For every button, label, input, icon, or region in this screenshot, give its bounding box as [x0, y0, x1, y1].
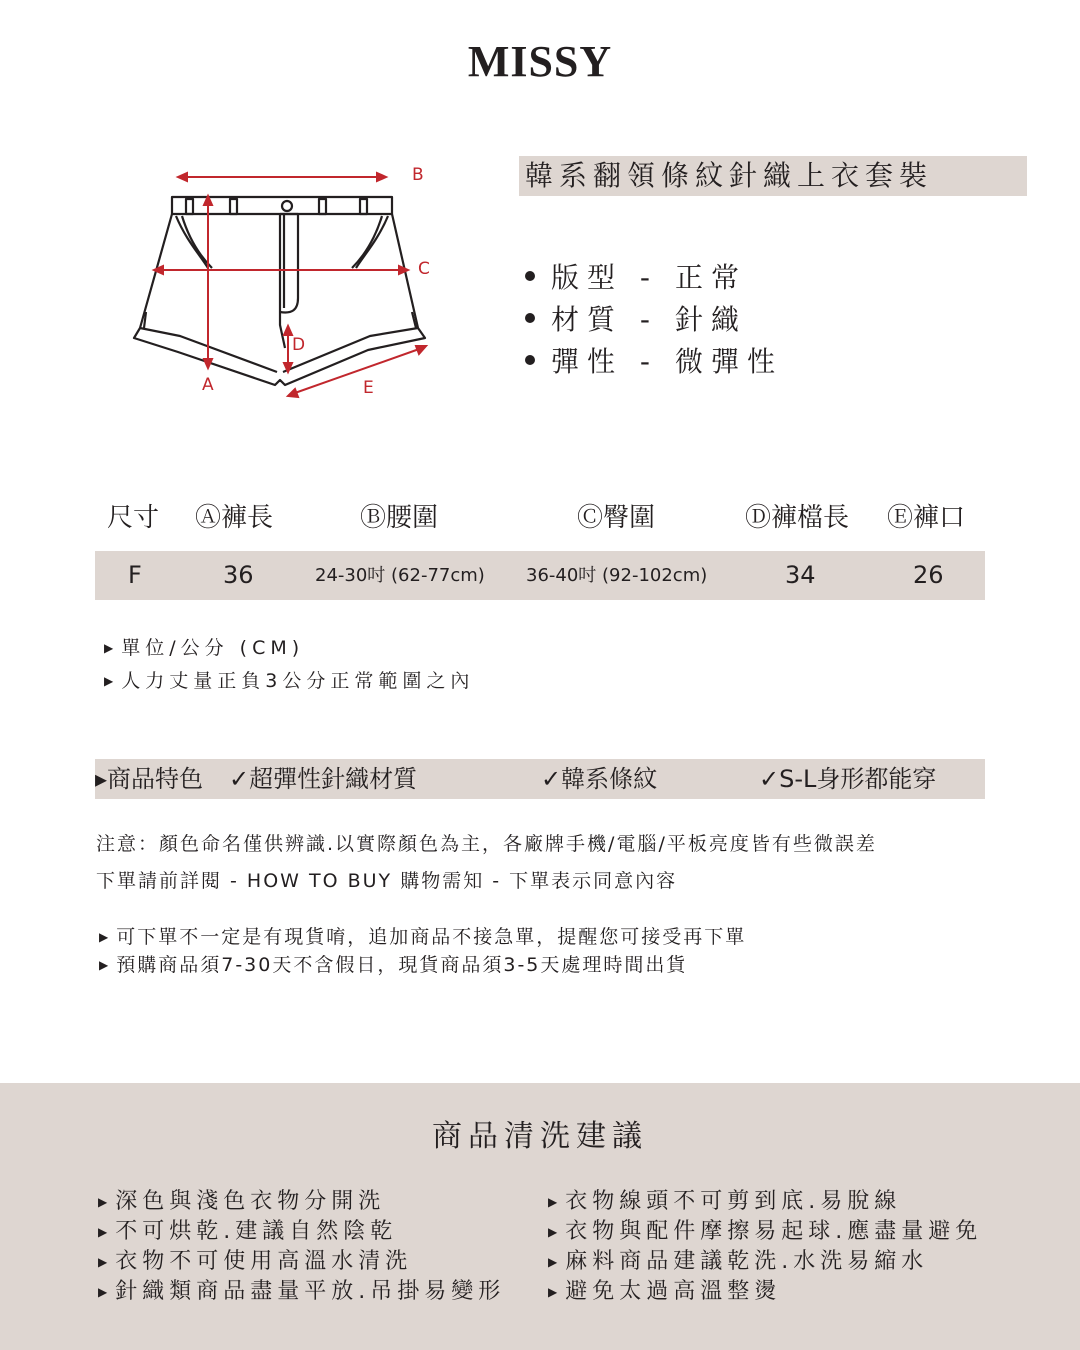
- bullet-dot-icon: [525, 355, 535, 365]
- care-item: ▶ 衣物不可使用高溫水清洗: [98, 1249, 413, 1274]
- cell-size: F: [128, 561, 142, 589]
- cell-rise: 34: [785, 561, 816, 589]
- care-item: ▶ 避免太過高溫整燙: [548, 1279, 782, 1304]
- care-title: 商品清洗建議: [432, 1119, 648, 1154]
- cell-leg-opening: 26: [913, 561, 944, 589]
- triangle-bullet-icon: ▶: [548, 1195, 558, 1209]
- header-hip: Ⓒ臀圍: [577, 503, 656, 533]
- triangle-bullet-icon: ▶: [98, 1285, 108, 1299]
- spec-item-material: 材質 - 針織: [525, 299, 783, 341]
- measurement-notes: [104, 632, 474, 698]
- header-length: Ⓐ褲長: [195, 503, 274, 533]
- care-item: ▶ 針織類商品盡量平放.吊掛易變形: [98, 1279, 506, 1304]
- cell-hip: 36-40吋 (92-102cm): [526, 565, 708, 586]
- care-item: ▶ 麻料商品建議乾洗.水洗易縮水: [548, 1249, 929, 1274]
- triangle-bullet-icon: ▶: [98, 1225, 108, 1239]
- triangle-bullet-icon: ▶: [548, 1255, 558, 1269]
- label-e: E: [363, 378, 374, 398]
- order-note-2: ▶ 預購商品須7-30天不含假日，現貨商品須3-5天處理時間出貨: [99, 954, 688, 976]
- triangle-bullet-icon: ▶: [99, 930, 109, 944]
- note-tolerance: ▶ 人力丈量正負3公分正常範圍之內: [104, 670, 475, 692]
- triangle-bullet-icon: ▶: [98, 1255, 108, 1269]
- care-list-left: [98, 1187, 505, 1307]
- bullet-dot-icon: [525, 271, 535, 281]
- spec-item-elasticity: 彈性 - 微彈性: [525, 341, 783, 383]
- label-a: A: [202, 375, 214, 395]
- header-rise: Ⓓ褲檔長: [745, 503, 850, 533]
- size-table-row: [95, 551, 985, 600]
- triangle-bullet-icon: ▶: [99, 958, 109, 972]
- feature-label: ▸商品特色: [95, 765, 204, 793]
- attention-line-2: 下單請前詳閱 - HOW TO BUY 購物需知 - 下單表示同意內容: [96, 870, 678, 892]
- care-item: ▶ 深色與淺色衣物分開洗: [98, 1189, 386, 1214]
- cell-length: 36: [223, 561, 254, 589]
- color-notice: [96, 826, 877, 900]
- spec-item-fit: 版型 - 正常: [525, 257, 783, 299]
- triangle-bullet-icon: ▶: [104, 641, 114, 655]
- product-title: 韓系翻領條紋針織上衣套裝: [519, 156, 1027, 196]
- header-waist: Ⓑ腰圍: [360, 503, 439, 533]
- care-item: ▶ 不可烘乾.建議自然陰乾: [98, 1219, 398, 1244]
- triangle-bullet-icon: ▶: [104, 674, 114, 688]
- feature-bar: [95, 759, 985, 799]
- size-table-header: [0, 497, 1080, 537]
- label-d: D: [292, 335, 306, 355]
- header-size: 尺寸: [107, 503, 160, 533]
- spec-list: [525, 257, 783, 383]
- cell-waist: 24-30吋 (62-77cm): [315, 565, 485, 586]
- order-note-1: ▶ 可下單不一定是有現貨唷，追加商品不接急單，提醒您可接受再下單: [99, 926, 747, 948]
- note-unit: ▶ 單位/公分 (CM): [104, 637, 305, 659]
- care-section: [0, 1083, 1080, 1350]
- feature-item-3: ✓S-L身形都能穿: [759, 765, 937, 793]
- care-item: ▶ 衣物與配件摩擦易起球.應盡量避免: [548, 1219, 983, 1244]
- label-c: C: [418, 259, 430, 279]
- label-b: B: [412, 165, 424, 185]
- feature-item-1: ✓超彈性針織材質: [229, 765, 418, 793]
- triangle-bullet-icon: ▶: [548, 1285, 558, 1299]
- order-notes: [99, 923, 746, 979]
- shorts-diagram-icon: [120, 150, 460, 410]
- triangle-bullet-icon: ▶: [98, 1195, 108, 1209]
- feature-item-2: ✓韓系條紋: [541, 765, 658, 793]
- header-leg-opening: Ⓔ褲口: [887, 503, 966, 533]
- attention-line-1: 注意：顏色命名僅供辨識.以實際顏色為主，各廠牌手機/電腦/平板亮度皆有些微誤差: [96, 833, 877, 855]
- bullet-dot-icon: [525, 313, 535, 323]
- care-item: ▶ 衣物線頭不可剪到底.易脫線: [548, 1189, 902, 1214]
- brand-logo: MISSY: [467, 37, 613, 86]
- care-list-right: [548, 1187, 982, 1307]
- triangle-bullet-icon: ▶: [548, 1225, 558, 1239]
